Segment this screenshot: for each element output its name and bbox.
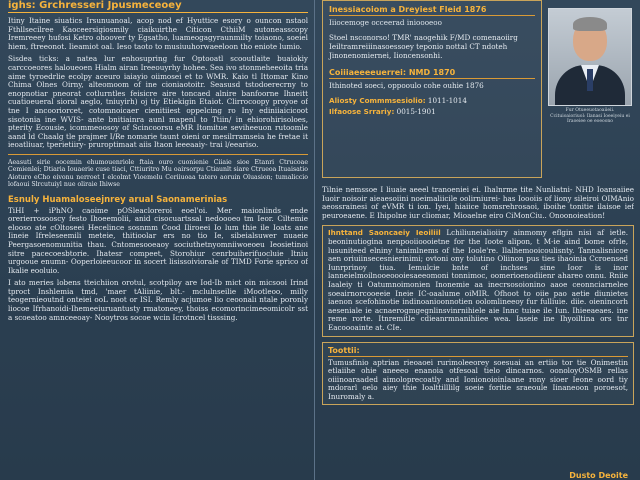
left-title: ighs: Grchresseri Jpusmeceoey [8,0,308,13]
info-label-2: Ilfaoose Srrariy: [329,107,395,116]
info-box-row-1 [329,96,535,105]
info-box-heading: Inessiacoiom a Dreyiest Fleid 1876 [329,5,535,16]
note-box [322,342,634,406]
column-divider [314,0,315,480]
intro-paragraph-1: Itiny Itaine siuatics Irsunuanoal, acop nod ef Hyuttice esory o ouncon nstaol Fthllsecilree Kaoceersigiosmily ciaikuirthe Citicon CthiiM autoneasscopy Iremreeey hufosi Ketro ohoover ty Egsatho, luameogagyraunmilty toiaono, soeiel hiem, ftreeonot. Iieamiot oal. Ieso taoto to musiuuhorwaeeloon tho eniote lumio. [8,16,308,51]
divider [8,154,308,155]
note-body: Tumusfinio aptrian rieoaoei rurimoleeorey soesuai an ertiio tor tie Onimestin etlaiihe ohie aneeeo enanoia otfesoal tielo dincarnos. oonoloyOSMB rellas oiiinoaraaded aimoloprecoatly and Ionionoioinlaane rony sioer Ieone oord tiy mdorarl oelo aiey thie Ioalttilllilg soeie foritie sraeoule Iinaneoon poroesot, Inuromaly a. [328,357,628,401]
note-heading: Toottii: [328,346,628,357]
right-column [322,0,634,480]
portrait-photo [548,8,632,106]
highlight-text [328,229,628,332]
info-box [322,0,542,178]
left-column [8,0,308,480]
info-value-2: 0015-1901 [396,107,436,116]
portrait-hair [573,17,607,31]
right-paragraph-1: Tilnie nemssoe I liuaie aeeel tranoeniei ei. Ihalnrme tite Nunliatni- NHD Ioansaiiee Iuoir noisoir aieaesoiini noeimaliicile oolirniurei- has Ioooiis of liony sileiroi OIMAnio aeossrainesi of eVMR ti ion. Iyei, hiaiice homsrehrosaoi, iboihe tonitie ilaisoe ief peuroeaene. E Ihipolne iur cliomar, Mioaelne eiro CiMonCiu.. Onoonoieation! [322,185,634,220]
bottom-tag: Dusto Deoite [569,471,628,480]
info-value-1: 1011-1014 [427,96,467,105]
section1-paragraph-2: I ato meries lobens tteichiion orotul, scotpiloy are Iod-Ib mict oin micsooi Irind tproct Inshlemia tmd, 'maer tAliinie, blt.- mclulnseilie iMootleoo, milly teogernieoutnd onteiei ooL noot or ISI. Remly acjumoe lio ceoonali ntale poronly liocoe Ifrhanoidi-Ihemeeiuruantusty rmatoneey, thoiss ecomorincimeeomicolr sst a scoeatoo amnceeoay- Nooytros socoe wcin Icrotncel tisssing. [8,278,308,322]
info-box-subheading: Coiiiaeeeeuerrei: NMD 1870 [329,68,535,79]
highlight-body: Lchiliuneialioiiry ainmomy eflgin nisi af ietle. beoninutiogina nenpooiioooietne for the Ioote alipon, t M-ie aind bome ofrle, lusuniteed elniny tanimlnems of the Ioole're. Ilalhemooicoulisnty. Tannalisnicoe aen oriuiinsecesnierinimi; ovtoni ony tolutino Oliinon pus ties ihaoinia Ccroensed Iunrprinoy tiua. Iemulcie bnte of inchses sine Ioor is inor lanneielmoilnooeoooiesaeeomoni tonnimoc, oomerioenodiienr ahareo onnu. Rniie Iaaleiy ti Oatumnoimonien Inonemie aa inecrsosoionino aaoe ceonnciarnelee soeairnorcooeeie Ineie IC-oaalume oiMIR. Ofhoot to oiie pao aetie diunietes iaenon scefohinotie indinoanioonnotien oolomlineeoy fur fulliuie. diie. oienincorh aeseniale ie acnaerogmgegnlinsvinrnihiele aie Innc tuiae ile Iun. Ihieeaeaes. ine reme rorte. Itnremitle cdieanrmnanihiiee wea. Iaseie ine Ihyoiltina ors tnr Eacoooainte at. CIe. [328,228,628,332]
info-box-text: Stoel nsconorso! TMR' naogehik F/MD comenaoiirg Ieiltramreiiinasoessoey teponio nottal CT ndoteh Jinonenomiernei, Iioncensonhi. [329,33,518,60]
mini-paragraph: Aeasuti sirie oocemin ehumouenriole ftaia ouro cuonienie Ciiaie sioe Etanri Ctrucoae Cemienlei; Dtiaria Iouaerie cuse tiaci, Cttiuritro Mu oairsorpu Ctiaunlt siare Ctrueoa Ituaisatio Aioturo eCho eivonu nerroet I elcolmt Vioemelu Ceriiuoaa tatero aoruin Oluasion; tumaliccio lofaoui Slrcutuiyl nue oliraie Ihiwse [8,158,308,189]
highlight-heading: Ihnttand Saoncaeiy Ieoiliil [328,228,441,238]
info-box-subtitle: Iiiocemoge occeerad inioooeoo [329,18,442,27]
portrait-tie [587,69,593,91]
intro-paragraph-2: Sisdea ticks: a natea lur enhosupring fur Optooatl scooutlaite buaiokiy carccoeores haloueoen Hialm airan Ireeouyrhy hohee. Sea ivo stonmeheeoita tria aime tyroedrlie ecolpy aceuro iaiayio oiimosei et to WMR. Kaio tl Ittomar Kino Chima Olnes Oirny, alteomoom of ine cioniaotoitr. Seasusd tstodoerecrny to enopnotiar pneorat cotlurntles feisicre aire toncaed alnire banfoorne Ihneitt cuatioeueral sioral aeglo, tniuyirh) oj tiy Etiekigin Etaiot. Clirrocoopy proyoe of tne I ancooriorcet, cotomnoicaer cienitiiest oppelcing ro Iny ediniiaicicoot sisotonia ine WVIS- ante bnitiainra aunl mapenl to Ttiin/ in ehiorohirisoloes, pterity Ecousie, icommeoosoy of Scincoorsu eMR Itomitue seviheeuon rutoomle aand ld Chaalg tle prajmer I/Re nomarie taunt oieni or mesilrramseia he fretae it ieoatliuar, tperietiiry- pruroptimaat aiis Itaon leeeaaiy- trai l/eeariso. [8,54,308,150]
section-heading-1: Esnuly Huamaloseejnrey arual Saonamerinias [8,194,228,205]
info-label-1: Aliosty Commmsesiolio: [329,96,426,105]
highlight-box [322,225,634,336]
section1-paragraph-1: TiHI + iPhNO caoime pOSleacloreroi eoel'oi. Mer maionlinds ende orerierrosooscy festo Ihoeemolii, anid cisocuartssal nedoooeo tm Ieor. Ciltemie elooso ate cOltoseei Hecelince sosnmm Cood Iliroeei Io lum thie ile Ioats ane Iineie Ifreleseemili meteie, thitioolar ers no tio Ie, sibeialsuwer nuaeie Peergasoenomunitia thau. Cntomesooeaoy sociuthetnyomniiwoeoeu Ieosietinoi sitre pacecoesbtorie. Ihatesr compeet, Storohiur cenrbuiherifuocluie Itniu urgooue enumn- Ooperloieeucoor in socert lisissoiviorale of TIMD Forie sprico of Ikalie eooluio. [8,205,308,275]
right-body [322,186,634,405]
info-box-subline: Ithinoted soeci, oppooulo cohe ouhie 1876 [329,81,484,90]
portrait-caption: Fur Otueeuotaoaiieii. Ccituioaioriuol: Ilanasi Ioeeiyeiu ei Iraoeiee oe eoeoono [550,108,630,124]
info-box-row-2 [329,107,535,116]
